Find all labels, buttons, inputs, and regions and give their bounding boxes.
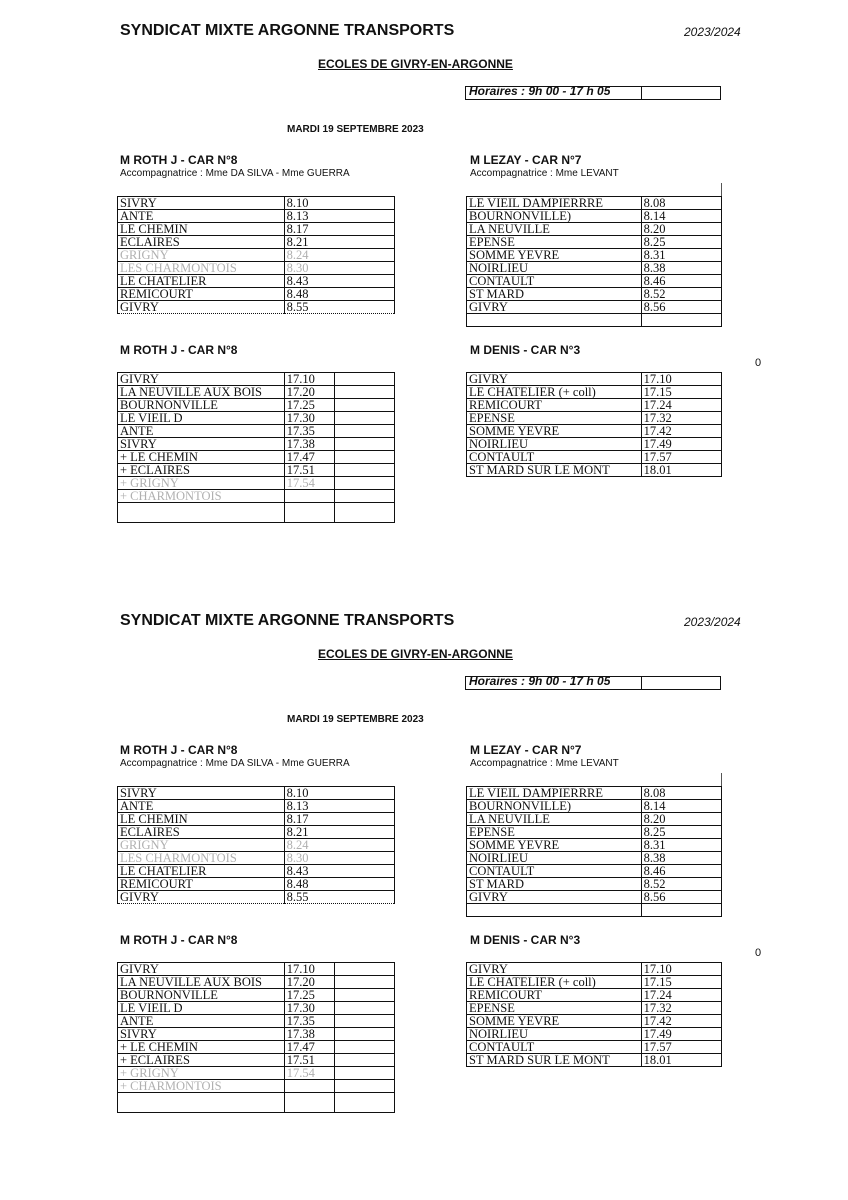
table-row [118, 800, 395, 813]
stop-name: LE VIEIL DAMPIERRRE [467, 197, 642, 210]
stop-name: REMICOURT [118, 878, 285, 891]
stop-time: 8.55 [284, 891, 394, 904]
schedule-table-morning-car8 [117, 196, 395, 314]
stop-time: 8.55 [284, 301, 394, 314]
stop-name: ST MARD SUR LE MONT [467, 1054, 642, 1067]
table-row [118, 451, 395, 464]
table-row [118, 373, 395, 386]
stop-name: + ECLAIRES [118, 1054, 285, 1067]
stop-time: 17.38 [284, 1028, 334, 1041]
stop-time: 17.42 [641, 425, 721, 438]
schedule-table-morning-car7 [466, 786, 722, 917]
stop-name: GRIGNY [118, 249, 285, 262]
table-row [467, 1002, 722, 1015]
table-row [467, 373, 722, 386]
stop-name: + GRIGNY [118, 477, 285, 490]
table-row [467, 386, 722, 399]
stop-time: 8.38 [641, 262, 721, 275]
route-heading: M DENIS - CAR N°3 [470, 343, 581, 357]
stop-name: SOMME YEVRE [467, 839, 642, 852]
schedule-table-evening-car8 [117, 372, 395, 523]
stop-time: 8.52 [641, 288, 721, 301]
table-row [118, 301, 395, 314]
route-heading: M ROTH J - CAR N°8 [120, 743, 238, 757]
stop-name: ST MARD [467, 288, 642, 301]
stop-time: 8.25 [641, 826, 721, 839]
stop-name: GIVRY [467, 301, 642, 314]
empty-cell [334, 464, 394, 477]
stop-time: 17.15 [641, 386, 721, 399]
stop-time: 8.14 [641, 800, 721, 813]
table-row [118, 865, 395, 878]
stop-time: 8.43 [284, 275, 394, 288]
schedule-date: MARDI 19 SEPTEMBRE 2023 [287, 124, 424, 135]
table-row [118, 1015, 395, 1028]
table-row [118, 813, 395, 826]
stop-name: GIVRY [118, 373, 285, 386]
table-row [467, 826, 722, 839]
stop-name: LA NEUVILLE [467, 813, 642, 826]
hours-label: Horaires : 9h 00 - 17 h 05 [469, 84, 611, 97]
table-row [467, 451, 722, 464]
stop-name: BOURNONVILLE [118, 399, 285, 412]
schedule-table-evening-car3 [466, 962, 722, 1067]
route-heading: M LEZAY - CAR N°7 [470, 743, 582, 757]
table-row [118, 839, 395, 852]
table-row [118, 477, 395, 490]
stop-time: 17.57 [641, 451, 721, 464]
stop-name: ECLAIRES [118, 236, 285, 249]
stop-time: 8.10 [284, 197, 394, 210]
table-row [467, 852, 722, 865]
stop-time: 17.20 [284, 976, 334, 989]
stop-name: SIVRY [118, 438, 285, 451]
hours-label: Horaires : 9h 00 - 17 h 05 [469, 674, 611, 687]
empty-cell [334, 963, 394, 976]
stop-time: 8.24 [284, 249, 394, 262]
table-row [118, 1002, 395, 1015]
stop-name: CONTAULT [467, 451, 642, 464]
table-row [467, 438, 722, 451]
stop-name: CONTAULT [467, 275, 642, 288]
schedule-table-evening-car3 [466, 372, 722, 477]
table-row [118, 386, 395, 399]
stop-time: 17.51 [284, 464, 334, 477]
school-year: 2023/2024 [684, 25, 741, 39]
schedule-table-morning-car7 [466, 196, 722, 327]
table-row [467, 989, 722, 1002]
route-heading: M ROTH J - CAR N°8 [120, 153, 238, 167]
stop-time [284, 490, 334, 503]
stop-name: + GRIGNY [118, 1067, 285, 1080]
stop-time: 18.01 [641, 1054, 721, 1067]
hours-box [465, 676, 721, 690]
schedule-table-evening-car8 [117, 962, 395, 1113]
stop-name: GIVRY [467, 891, 642, 904]
stop-time: 17.20 [284, 386, 334, 399]
stop-name: GIVRY [118, 891, 285, 904]
stop-time: 17.54 [284, 477, 334, 490]
table-row [467, 425, 722, 438]
stop-time: 8.48 [284, 878, 394, 891]
table-row [118, 1028, 395, 1041]
route-escort: Accompagnatrice : Mme DA SILVA - Mme GUERRA [120, 168, 350, 179]
stop-time: 17.30 [284, 1002, 334, 1015]
empty-cell [334, 989, 394, 1002]
stop-name: NOIRLIEU [467, 1028, 642, 1041]
hours-box [465, 86, 721, 100]
table-row [118, 197, 395, 210]
stop-time: 17.49 [641, 1028, 721, 1041]
table-row [467, 288, 722, 301]
stop-time: 8.31 [641, 249, 721, 262]
stop-name: GIVRY [118, 963, 285, 976]
stop-time: 8.13 [284, 210, 394, 223]
stop-name: ST MARD SUR LE MONT [467, 464, 642, 477]
stop-name: LE CHATELIER [118, 275, 285, 288]
table-row [118, 963, 395, 976]
table-row [118, 878, 395, 891]
schedule-table-morning-car8 [117, 786, 395, 904]
stop-name: LE CHATELIER (+ coll) [467, 976, 642, 989]
table-row [118, 262, 395, 275]
stop-name: EPENSE [467, 412, 642, 425]
stop-name: LE CHATELIER (+ coll) [467, 386, 642, 399]
stop-time: 8.08 [641, 197, 721, 210]
table-row [467, 1028, 722, 1041]
table-row [118, 989, 395, 1002]
stop-time: 18.01 [641, 464, 721, 477]
route-escort: Accompagnatrice : Mme LEVANT [470, 758, 619, 769]
page-title: SYNDICAT MIXTE ARGONNE TRANSPORTS [120, 22, 455, 39]
blank-row [467, 904, 722, 917]
table-row [467, 891, 722, 904]
school-year: 2023/2024 [684, 615, 741, 629]
stop-time: 17.42 [641, 1015, 721, 1028]
empty-cell [334, 373, 394, 386]
table-row [467, 262, 722, 275]
stop-time: 8.13 [284, 800, 394, 813]
route-heading: M LEZAY - CAR N°7 [470, 153, 582, 167]
stop-name: LE VIEIL D [118, 412, 285, 425]
stop-name: LE CHATELIER [118, 865, 285, 878]
stop-time: 8.38 [641, 852, 721, 865]
stop-name: LES CHARMONTOIS [118, 852, 285, 865]
empty-cell [334, 399, 394, 412]
table-row [118, 249, 395, 262]
stop-time: 17.54 [284, 1067, 334, 1080]
stop-time: 8.46 [641, 865, 721, 878]
stop-name: SOMME YEVRE [467, 425, 642, 438]
stop-name: NOIRLIEU [467, 262, 642, 275]
empty-cell [334, 1067, 394, 1080]
blank-row [467, 314, 722, 327]
table-row [467, 223, 722, 236]
stop-time: 8.30 [284, 852, 394, 865]
stop-time: 8.48 [284, 288, 394, 301]
table-row [467, 787, 722, 800]
stop-name: LE CHEMIN [118, 813, 285, 826]
table-row [467, 197, 722, 210]
stop-time: 8.46 [641, 275, 721, 288]
stop-time: 8.17 [284, 813, 394, 826]
stop-time: 8.14 [641, 210, 721, 223]
stop-time: 17.24 [641, 399, 721, 412]
table-row [467, 963, 722, 976]
table-row [118, 787, 395, 800]
table-row [467, 464, 722, 477]
table-row [467, 236, 722, 249]
stop-name: LE CHEMIN [118, 223, 285, 236]
stop-time: 8.56 [641, 301, 721, 314]
stop-time: 17.25 [284, 399, 334, 412]
stop-name: SOMME YEVRE [467, 1015, 642, 1028]
margin-note: 0 [755, 357, 762, 369]
stop-time: 8.20 [641, 223, 721, 236]
stop-time: 8.08 [641, 787, 721, 800]
table-row [118, 236, 395, 249]
stop-name: NOIRLIEU [467, 438, 642, 451]
table-row [467, 813, 722, 826]
stop-time: 17.15 [641, 976, 721, 989]
stop-time: 8.56 [641, 891, 721, 904]
table-row [118, 1067, 395, 1080]
stop-time: 17.35 [284, 425, 334, 438]
stop-time: 8.17 [284, 223, 394, 236]
stop-name: SOMME YEVRE [467, 249, 642, 262]
table-row [467, 839, 722, 852]
stop-time: 8.52 [641, 878, 721, 891]
table-row [467, 800, 722, 813]
table-row [467, 865, 722, 878]
stop-name: CONTAULT [467, 865, 642, 878]
table-row [118, 1080, 395, 1093]
stop-name: LA NEUVILLE [467, 223, 642, 236]
stop-name: SIVRY [118, 787, 285, 800]
stop-time: 17.47 [284, 1041, 334, 1054]
stop-name: + LE CHEMIN [118, 451, 285, 464]
table-row [118, 490, 395, 503]
table-row [467, 878, 722, 891]
table-row [118, 826, 395, 839]
stop-name: ECLAIRES [118, 826, 285, 839]
empty-cell [334, 1002, 394, 1015]
stop-name: REMICOURT [118, 288, 285, 301]
stop-time: 17.38 [284, 438, 334, 451]
stop-name: + LE CHEMIN [118, 1041, 285, 1054]
stop-name: EPENSE [467, 1002, 642, 1015]
table-row [118, 1041, 395, 1054]
table-row [118, 891, 395, 904]
empty-cell [334, 1041, 394, 1054]
stop-name: LES CHARMONTOIS [118, 262, 285, 275]
stop-name: + ECLAIRES [118, 464, 285, 477]
stop-name: LA NEUVILLE AUX BOIS [118, 386, 285, 399]
table-row [118, 223, 395, 236]
empty-cell [334, 976, 394, 989]
stop-name: LE VIEIL D [118, 1002, 285, 1015]
stop-time [284, 1080, 334, 1093]
table-row [467, 210, 722, 223]
table-row [118, 288, 395, 301]
table-row [118, 210, 395, 223]
stop-name: LA NEUVILLE AUX BOIS [118, 976, 285, 989]
blank-row [118, 503, 395, 523]
stop-name: GRIGNY [118, 839, 285, 852]
table-row [467, 412, 722, 425]
table-row [118, 1054, 395, 1067]
stop-time: 17.25 [284, 989, 334, 1002]
route-heading: M DENIS - CAR N°3 [470, 933, 581, 947]
stop-name: CONTAULT [467, 1041, 642, 1054]
route-heading: M ROTH J - CAR N°8 [120, 933, 238, 947]
stop-time: 8.10 [284, 787, 394, 800]
stop-time: 8.20 [641, 813, 721, 826]
page-title: SYNDICAT MIXTE ARGONNE TRANSPORTS [120, 612, 455, 629]
stop-name: SIVRY [118, 1028, 285, 1041]
route-heading: M ROTH J - CAR N°8 [120, 343, 238, 357]
stop-name: BOURNONVILLE) [467, 800, 642, 813]
table-row [467, 1041, 722, 1054]
stop-name: ST MARD [467, 878, 642, 891]
stop-time: 17.51 [284, 1054, 334, 1067]
stop-time: 8.30 [284, 262, 394, 275]
school-subtitle: ECOLES DE GIVRY-EN-ARGONNE [318, 647, 513, 661]
table-row [467, 1054, 722, 1067]
stop-time: 8.43 [284, 865, 394, 878]
route-escort: Accompagnatrice : Mme LEVANT [470, 168, 619, 179]
stop-time: 17.10 [641, 373, 721, 386]
table-row [467, 1015, 722, 1028]
empty-cell [334, 451, 394, 464]
empty-cell [334, 1028, 394, 1041]
table-row [467, 275, 722, 288]
table-row [467, 301, 722, 314]
stop-time: 8.31 [641, 839, 721, 852]
stop-name: ANTE [118, 425, 285, 438]
stop-name: LE VIEIL DAMPIERRRE [467, 787, 642, 800]
stop-name: EPENSE [467, 236, 642, 249]
margin-note: 0 [755, 947, 762, 959]
empty-cell [334, 412, 394, 425]
stop-name: BOURNONVILLE [118, 989, 285, 1002]
stop-time: 8.25 [641, 236, 721, 249]
empty-cell [334, 1054, 394, 1067]
stop-name: ANTE [118, 210, 285, 223]
stop-name: ANTE [118, 1015, 285, 1028]
stop-time: 17.30 [284, 412, 334, 425]
stop-name: REMICOURT [467, 989, 642, 1002]
stop-name: GIVRY [467, 963, 642, 976]
blank-row [118, 1093, 395, 1113]
stop-name: GIVRY [467, 373, 642, 386]
school-subtitle: ECOLES DE GIVRY-EN-ARGONNE [318, 57, 513, 71]
empty-cell [334, 386, 394, 399]
empty-cell [334, 1080, 394, 1093]
stop-name: NOIRLIEU [467, 852, 642, 865]
stop-time: 8.21 [284, 236, 394, 249]
table-row [118, 275, 395, 288]
stop-time: 8.24 [284, 839, 394, 852]
stop-name: GIVRY [118, 301, 285, 314]
schedule-sheet-2 [0, 590, 848, 1180]
stop-name: + CHARMONTOIS [118, 1080, 285, 1093]
stop-name: EPENSE [467, 826, 642, 839]
table-row [467, 249, 722, 262]
empty-cell [334, 477, 394, 490]
table-row [467, 399, 722, 412]
stop-time: 17.49 [641, 438, 721, 451]
empty-cell [334, 1015, 394, 1028]
stop-time: 17.10 [284, 963, 334, 976]
stop-time: 17.35 [284, 1015, 334, 1028]
schedule-date: MARDI 19 SEPTEMBRE 2023 [287, 714, 424, 725]
empty-cell [334, 490, 394, 503]
stop-time: 17.57 [641, 1041, 721, 1054]
table-row [118, 976, 395, 989]
stop-time: 17.10 [284, 373, 334, 386]
stop-time: 17.32 [641, 1002, 721, 1015]
table-row [118, 399, 395, 412]
empty-cell [334, 438, 394, 451]
stop-name: BOURNONVILLE) [467, 210, 642, 223]
stop-name: + CHARMONTOIS [118, 490, 285, 503]
table-row [118, 425, 395, 438]
schedule-sheet-1 [0, 0, 848, 590]
empty-cell [334, 425, 394, 438]
table-row [118, 412, 395, 425]
stop-time: 17.24 [641, 989, 721, 1002]
stop-name: SIVRY [118, 197, 285, 210]
route-escort: Accompagnatrice : Mme DA SILVA - Mme GUERRA [120, 758, 350, 769]
stop-time: 8.21 [284, 826, 394, 839]
table-row [467, 976, 722, 989]
stop-time: 17.32 [641, 412, 721, 425]
stop-time: 17.10 [641, 963, 721, 976]
stop-name: ANTE [118, 800, 285, 813]
table-row [118, 852, 395, 865]
table-row [118, 438, 395, 451]
stop-name: REMICOURT [467, 399, 642, 412]
stop-time: 17.47 [284, 451, 334, 464]
table-row [118, 464, 395, 477]
